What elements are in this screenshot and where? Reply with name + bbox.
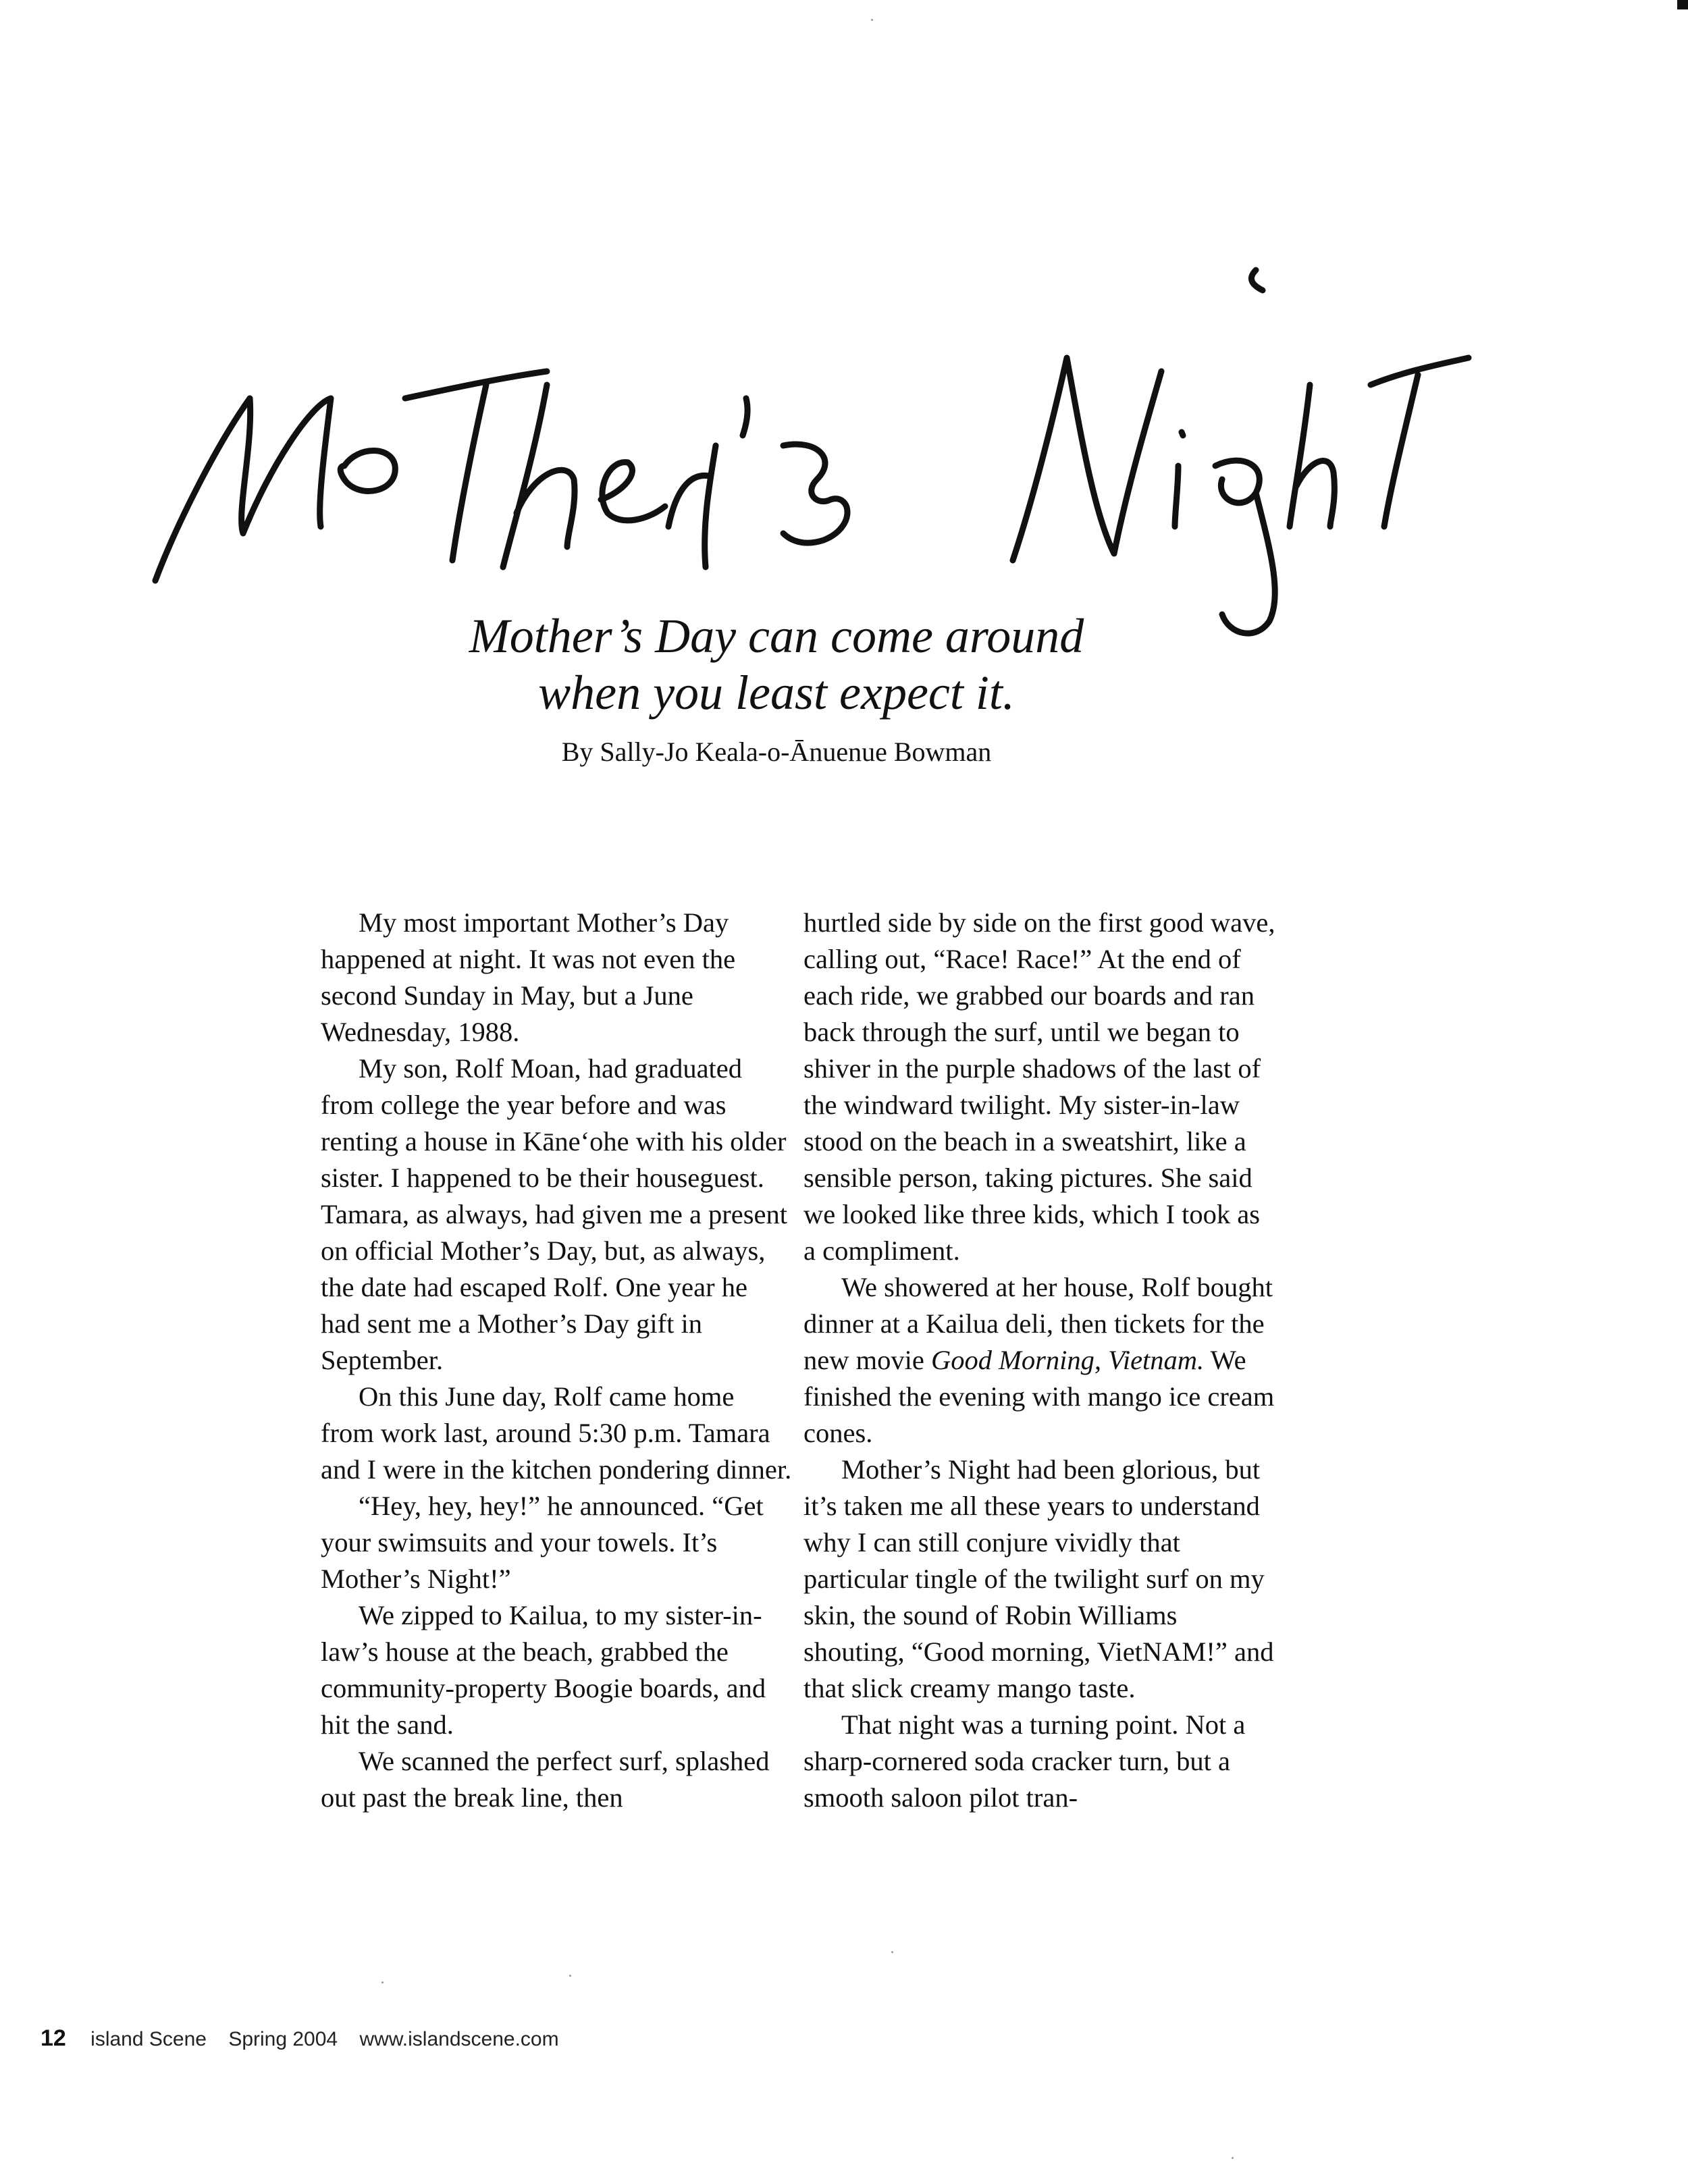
page-footer: [41, 2025, 559, 2052]
paragraph: Mother’s Night had been glorious, but it’s taken me all these years to understand why I can still conjure vividly that particular tingle of the twilight surf on my skin, the sound of Robin Williams shouting, “Good morning, VietNAM!” and that slick creamy mango taste.: [803, 1454, 1274, 1703]
issue-date: Spring 2004: [228, 2028, 338, 2050]
paragraph: My most important Mother’s Day happened at night. It was not even the second Sunday in May, but a June Wednesday, 1988.: [321, 907, 736, 1047]
paragraph-text: We showered at her house, Rolf bought dinner at a Kailua deli, then tickets for the new movie: [803, 1272, 1273, 1375]
scan-speck: [569, 1975, 571, 1977]
paragraph: We scanned the perfect surf, splashed out past the break line, then: [321, 1746, 770, 1813]
paragraph: My son, Rolf Moan, had graduated from college the year before and was renting a house in Kāne‘ohe with his older sister. I happened to be their houseguest. Tamara, as always, had given me a present on official Mother’s Day, but, as always, the date had escaped Rolf. One year he had sent me a Mother’s Day gift in September.: [321, 1053, 788, 1375]
paragraph: [803, 1269, 1276, 1451]
corner-registration-mark: [1677, 0, 1688, 9]
movie-title: Good Morning, Vietnam.: [930, 1345, 1205, 1375]
scan-speck: [1232, 2157, 1234, 2159]
subtitle: [338, 608, 1215, 721]
scan-speck: [891, 1951, 893, 1953]
scan-speck: [381, 1981, 384, 1983]
page-number: 12: [41, 2025, 66, 2051]
title-handwritten: [135, 243, 1472, 648]
scan-speck: [871, 19, 873, 21]
subtitle-line-2: when you least expect it.: [538, 666, 1015, 720]
paragraph: We zipped to Kailua, to my sister-in-law’s house at the beach, grabbed the community-property Boogie boards, and hit the sand.: [321, 1600, 766, 1740]
paragraph: “Hey, hey, hey!” he announced. “Get your swimsuits and your towels. It’s Mother’s Night!”: [321, 1491, 764, 1594]
publication-name: island Scene: [90, 2028, 207, 2050]
article-column-left: [321, 905, 793, 1816]
paragraph-continued: hurtled side by side on the first good wave, calling out, “Race! Race!” At the end of each ride, we grabbed our boards and ran back through the surf, until we began to shiver in the purple shadows of the last of the windward twilight. My sister-in-law stood on the beach in a sweatshirt, like a sensible person, taking pictures. She said we looked like three kids, which I took as a compliment.: [803, 907, 1275, 1266]
paragraph: On this June day, Rolf came home from work last, around 5:30 p.m. Tamara and I were in the kitchen pondering dinner.: [321, 1381, 792, 1485]
byline: By Sally-Jo Keala-o-Ānuenue Bowman: [561, 737, 992, 767]
paragraph: That night was a turning point. Not a sharp-cornered soda cracker turn, but a smooth saloon pilot tran-: [803, 1709, 1246, 1813]
website-url: www.islandscene.com: [359, 2028, 559, 2050]
subtitle-line-1: Mother’s Day can come around: [469, 609, 1084, 663]
paragraph-text: We finished the evening with mango ice cream cones.: [803, 1345, 1275, 1448]
article-column-right: [803, 905, 1276, 1816]
